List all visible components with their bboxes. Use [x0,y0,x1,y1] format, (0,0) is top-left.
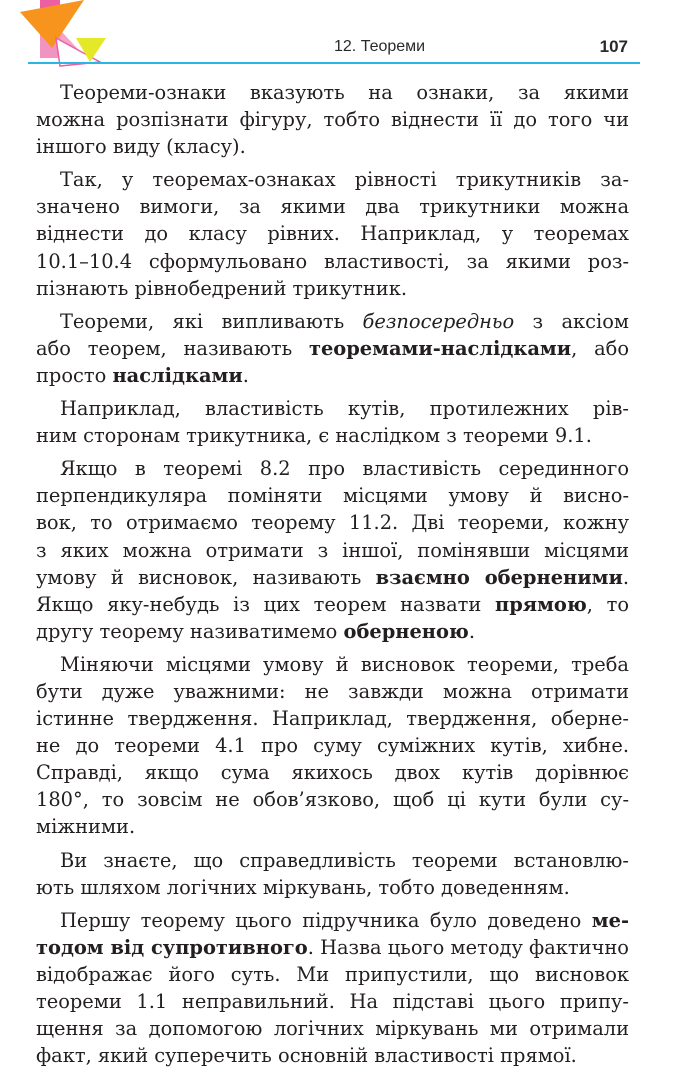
paragraph [36,395,629,449]
text-run: , то [586,592,629,616]
text-line [36,166,629,193]
text-line [36,537,629,564]
text-line [36,395,629,422]
text-line [36,1042,629,1069]
text-run: бути дуже уважними: не завжди можна отримати [36,679,629,703]
text-run: ним сторонам трикутника, є наслідком з теореми 9.1. [36,424,592,448]
paragraph [36,907,629,1069]
text-run: з аксіом [514,309,629,333]
text-line [36,482,629,509]
text-run: Наприклад, властивість кутів, протилежних рів- [60,397,629,421]
text-run: істинне твердження. Наприклад, твердження, оберне- [36,707,629,731]
text-run: умову й висновок, називають [36,565,376,589]
text-line [36,874,629,901]
page-header [28,32,640,64]
text-line [36,79,629,106]
text-run: , або [571,336,629,360]
text-run: міжними. [36,815,136,839]
text-line [36,1015,629,1042]
text-run: або теорем, називають [36,336,309,360]
text-line [36,988,629,1015]
text-line [36,618,629,645]
text-line [36,509,629,536]
text-run: другу теорему називатимемо [36,619,344,643]
bold-term: теоремами-наслідками [308,336,572,360]
chapter-title: 12. Теореми [334,38,426,55]
paragraph [36,79,629,160]
bold-term: взаємно оберненими [375,565,623,589]
text-run: Якщо яку-небудь із цих теорем назвати [36,592,495,616]
text-run: просто [36,363,113,387]
text-run: з яких можна отримати з іншої, помінявши місцями [36,538,629,562]
text-run: 180°, то зовсім не обов’язково, щоб ці кути були су- [36,788,629,812]
text-line [36,133,629,160]
text-line [36,907,629,934]
bold-term: прямою [495,592,587,616]
text-line [36,591,629,618]
text-line [36,308,629,335]
text-run: щення за допомогою логічних міркувань ми отримали [36,1017,629,1041]
text-run: Теореми-ознаки вказують на ознаки, за якими [60,81,629,104]
italic-term: безпосередньо [362,309,515,333]
text-line [36,220,629,247]
text-run: Міняючи місцями умову й висновок теореми, треба [60,652,629,676]
text-run: Справді, якщо сума якихось двох кутів дорівнює [36,761,629,785]
paragraph [36,847,629,901]
text-line [36,786,629,813]
text-run: перпендикуляра поміняти місцями умову й висно- [36,484,629,508]
text-run: вок, то отримаємо теорему 11.2. Дві теореми, кожну [36,511,629,535]
text-run: . [622,565,629,589]
text-line [36,106,629,133]
text-run: відображає його суть. Ми припустили, що висновок [36,962,629,986]
text-run: Так, у теоремах-ознаках рівності трикутників за- [60,168,629,192]
text-run: не до теореми 4.1 про суму суміжних кутів, хибне. [36,734,629,758]
bold-term: наслідками [112,363,243,387]
paragraph [36,651,629,841]
text-line [36,651,629,678]
text-line [36,732,629,759]
text-line [36,813,629,840]
text-run: можна розпізнати фігуру, тобто віднести її до того чи [36,108,629,132]
text-line [36,248,629,275]
text-run: Ви знаєте, що справедливість теореми встановлю- [60,848,629,872]
text-line [36,275,629,302]
body-text [36,79,629,1069]
text-run: значено вимоги, за якими два трикутники можна [36,195,629,219]
bold-term: оберненою [343,619,469,643]
text-line [36,934,629,961]
text-line [36,455,629,482]
text-run: 10.1–10.4 сформульовано властивості, за якими роз- [36,249,629,273]
text-line [36,705,629,732]
text-run: факт, який суперечить основній властивості прямої. [36,1044,577,1068]
text-line [36,193,629,220]
paragraph [36,308,629,389]
text-run: ють шляхом логічних міркувань, тобто доведенням. [36,875,570,899]
text-run: Першу теорему цього підручника було доведено [60,908,592,932]
text-line [36,564,629,591]
text-line [36,362,629,389]
text-line [36,847,629,874]
paragraph [36,166,629,301]
text-line [36,759,629,786]
text-run: іншого виду (класу). [36,135,246,159]
text-run: пізнають рівнобедрений трикутник. [36,276,408,300]
text-line [36,422,629,449]
text-line [36,961,629,988]
text-run: Теореми, які випливають [60,309,363,333]
text-run: . [468,619,475,643]
text-run: теореми 1.1 неправильний. На підставі цього припу- [36,990,629,1013]
bold-term: тодом від супротивного [36,935,308,959]
text-run: . Назва цього методу фактично [307,935,629,959]
text-run: Якщо в теоремі 8.2 про властивість серединного [60,457,629,481]
paragraph [36,455,629,645]
text-run: віднести до класу рівних. Наприклад, у теоремах [36,222,629,246]
text-line [36,335,629,362]
text-run: . [242,363,249,387]
bold-term: ме- [591,908,629,932]
text-line [36,678,629,705]
page-number: 107 [599,37,628,56]
